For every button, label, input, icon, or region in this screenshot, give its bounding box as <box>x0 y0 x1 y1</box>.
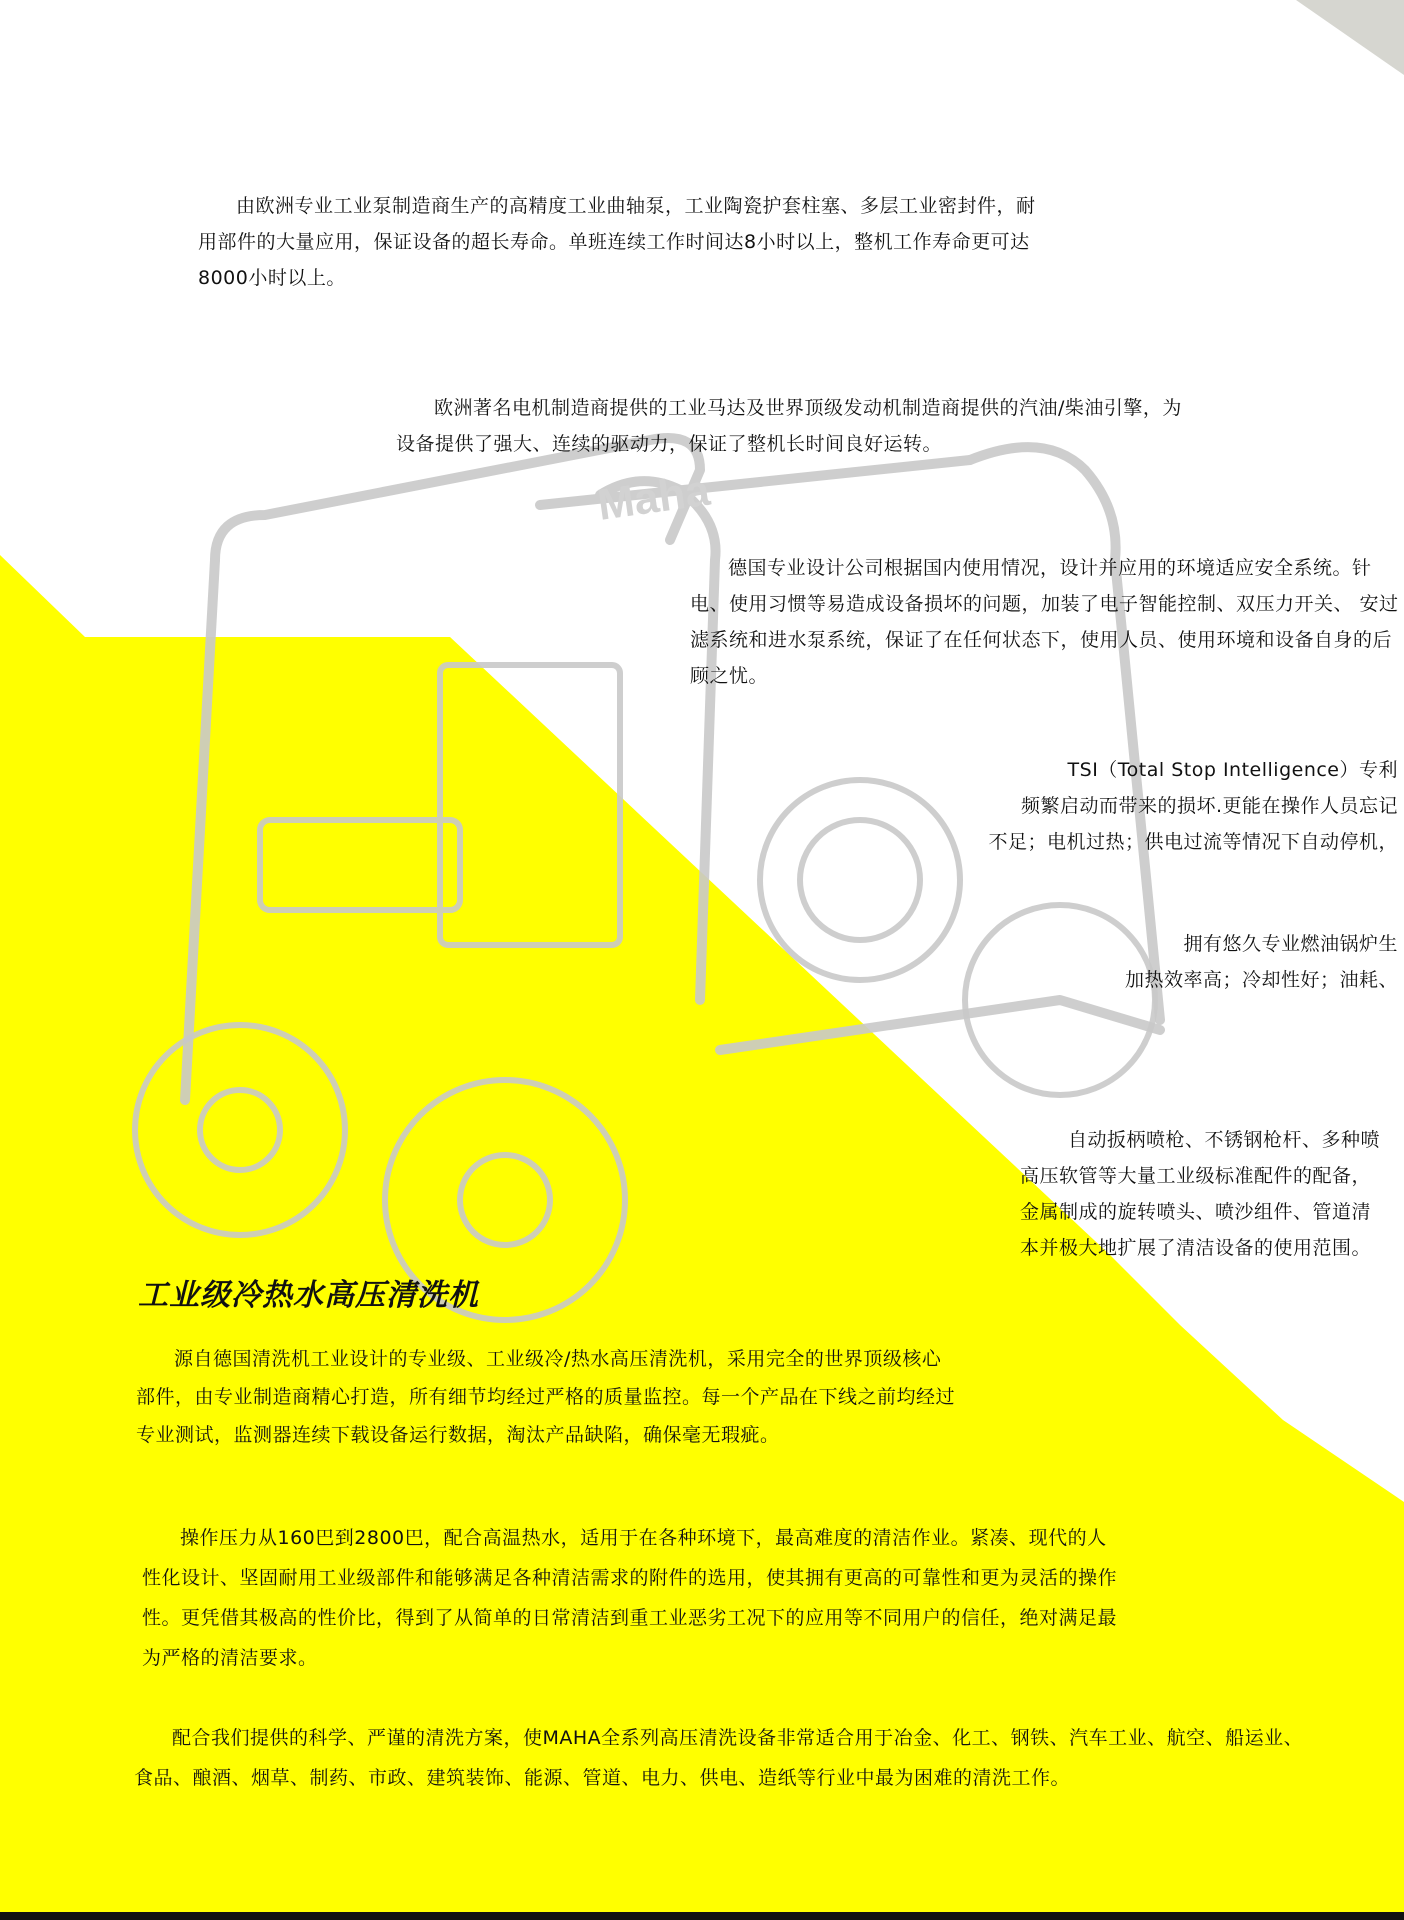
feature-boiler-line: 加热效率高；冷却性好；油耗、 <box>1124 969 1398 991</box>
feature-pump-text: 由欧洲专业工业泵制造商生产的高精度工业曲轴泵，工业陶瓷护套柱塞、多层工业密封件，耐用部件的大量应用，保证设备的超长寿命。单班连续工作时间达8小时以上，整机工作寿命更可达8000小时以上。 <box>198 195 1036 289</box>
feature-tsi-text <box>900 752 1398 860</box>
frame-left-rail <box>185 560 215 1100</box>
feature-tsi-line: 不足；电机过热；供电过流等情况下自动停机， <box>988 831 1398 853</box>
wheel-front-left-hub <box>200 1090 280 1170</box>
wheel-front-right-hub <box>460 1155 550 1245</box>
feature-accessories-line: 本并极大地扩展了清洁设备的使用范围。 <box>1020 1237 1372 1259</box>
feature-tsi-line: TSI（Total Stop Intelligence）专利 <box>1067 759 1398 781</box>
feature-motor-text: 欧洲著名电机制造商提供的工业马达及世界顶级发动机制造商提供的汽油/柴油引擎，为设备提供了强大、连续的驱动力，保证了整机长时间良好运转。 <box>396 397 1182 455</box>
pump-block <box>260 820 460 910</box>
feature-accessories-line: 自动扳柄喷枪、不锈钢枪杆、多种喷 <box>1068 1129 1381 1151</box>
wheel-front-left <box>135 1025 345 1235</box>
product-title: 工业级冷热水高压清洗机 <box>138 1278 479 1313</box>
bottom-rule <box>0 1912 1404 1920</box>
frame-base <box>720 1000 1160 1050</box>
machine-brand-text: Maha <box>594 465 713 530</box>
feature-tsi-line: 频繁启动而带来的损坏.更能在操作人员忘记 <box>1020 795 1398 817</box>
feature-accessories-line: 金属制成的旋转喷头、喷沙组件、管道清 <box>1020 1201 1372 1223</box>
application-paragraph: 配合我们提供的科学、严谨的清洗方案，使MAHA全系列高压清洗设备非常适合用于冶金、化工、钢铁、汽车工业、航空、船运业、食品、酿酒、烟草、制药、市政、建筑装饰、能源、管道、电力、供电、造纸等行业中最为困难的清洗工作。 <box>134 1727 1304 1789</box>
motor-housing <box>440 665 620 945</box>
pressure-paragraph: 操作压力从160巴到2800巴，配合高温热水，适用于在各种环境下，最高难度的清洁作业。紧凑、现代的人性化设计、坚固耐用工业级部件和能够满足各种清洁需求的附件的选用，使其拥有更高的可靠性和更为灵活的操作性。更凭借其极高的性价比，得到了从简单的日常清洁到重工业恶劣工况下的应用等不同用户的信任，绝对满足最为严格的清洁要求。 <box>142 1527 1118 1669</box>
feature-boiler-text <box>1000 926 1398 998</box>
feature-boiler-line: 拥有悠久专业燃油锅炉生 <box>1183 933 1398 955</box>
feature-accessories-text <box>1020 1122 1404 1266</box>
feature-safety-text: 德国专业设计公司根据国内使用情况，设计并应用的环境适应安全系统。针电、使用习惯等易造成设备损坏的问题，加装了电子智能控制、双压力开关、 安过滤系统和进水泵系统，保证了在任何状态下，使用人员、使用环境和设备自身的后顾之忧。 <box>690 557 1399 687</box>
intro-paragraph: 源自德国清洗机工业设计的专业级、工业级冷/热水高压清洗机，采用完全的世界顶级核心部件，由专业制造商精心打造，所有细节均经过严格的质量监控。每一个产品在下线之前均经过专业测试，监测器连续下载设备运行数据，淘汰产品缺陷，确保毫无瑕疵。 <box>136 1348 956 1446</box>
feature-accessories-line: 高压软管等大量工业级标准配件的配备， <box>1020 1165 1372 1187</box>
